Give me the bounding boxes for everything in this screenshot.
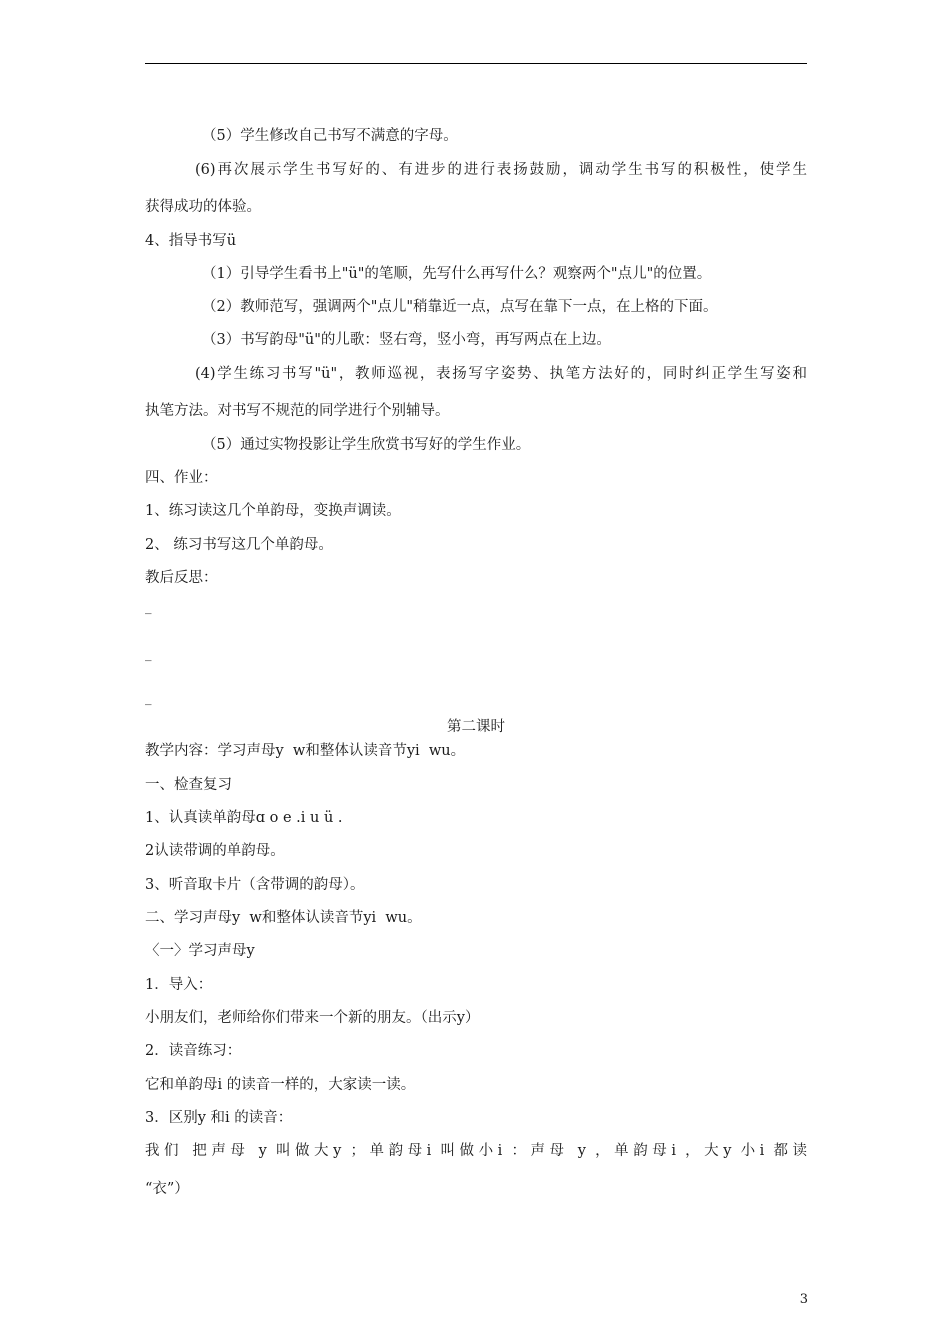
page-number: 3: [799, 1292, 808, 1307]
text-line: (4)学生练习书写"ü"，教师巡视，表扬写字姿势、执笔方法好的，同时纠正学生写姿和: [195, 366, 807, 382]
text-line: 教后反思：: [145, 570, 218, 586]
text-line: 一、检查复习: [145, 777, 232, 793]
text-line: 二、学习声母y w和整体认读音节yi wu。: [145, 910, 422, 926]
text-line: 2．读音练习：: [145, 1043, 242, 1059]
text-line: “衣”）: [145, 1181, 189, 1197]
text-line: 3．区别y 和i 的读音：: [145, 1110, 293, 1126]
blank-line-mark: _: [145, 691, 152, 706]
blank-line-mark: _: [145, 647, 152, 662]
text-line: （2）教师范写，强调两个"点儿"稍靠近一点，点写在靠下一点，在上格的下面。: [202, 299, 718, 315]
text-line: 教学内容：学习声母y w和整体认读音节yi wu。: [145, 743, 466, 759]
text-line: 四、作业：: [145, 470, 218, 486]
text-line: 获得成功的体验。: [145, 199, 261, 215]
text-line: 小朋友们，老师给你们带来一个新的朋友。（出示y）: [145, 1010, 480, 1026]
text-line: 2认读带调的单韵母。: [145, 843, 285, 859]
text-line: (6)再次展示学生书写好的、有进步的进行表扬鼓励，调动学生书写的积极性，使学生: [195, 162, 807, 178]
text-line: 4、指导书写ü: [145, 233, 237, 249]
text-line: （5）通过实物投影让学生欣赏书写好的学生作业。: [202, 437, 531, 453]
section-title: 第二课时: [447, 719, 505, 735]
text-line: 1、练习读这几个单韵母，变换声调读。: [145, 503, 401, 519]
text-line: 执笔方法。对书写不规范的同学进行个别辅导。: [145, 403, 450, 419]
text-line: 2、 练习书写这几个单韵母。: [145, 537, 333, 553]
text-line: 〈一〉学习声母y: [145, 943, 255, 959]
text-line: 1、认真读单韵母ɑ o e .i u ü .: [145, 810, 343, 826]
text-line: （1）引导学生看书上"ü"的笔顺，先写什么再写什么？观察两个"点儿"的位置。: [202, 266, 712, 282]
header-rule: [145, 63, 807, 64]
text-line: （5）学生修改自己书写不满意的字母。: [202, 128, 458, 144]
text-line: （3）书写韵母"ü"的儿歌：竖右弯，竖小弯，再写两点在上边。: [202, 332, 611, 348]
text-line: 3、听音取卡片（含带调的韵母）。: [145, 877, 365, 893]
text-line: 我们 把声母 y 叫做大y ；单韵母i 叫做小i ：声母 y ，单韵母i ，大y 小i 都读: [145, 1143, 807, 1159]
blank-line-mark: _: [145, 600, 152, 615]
text-line: 它和单韵母i 的读音一样的，大家读一读。: [145, 1077, 416, 1093]
text-line: 1．导入：: [145, 977, 213, 993]
